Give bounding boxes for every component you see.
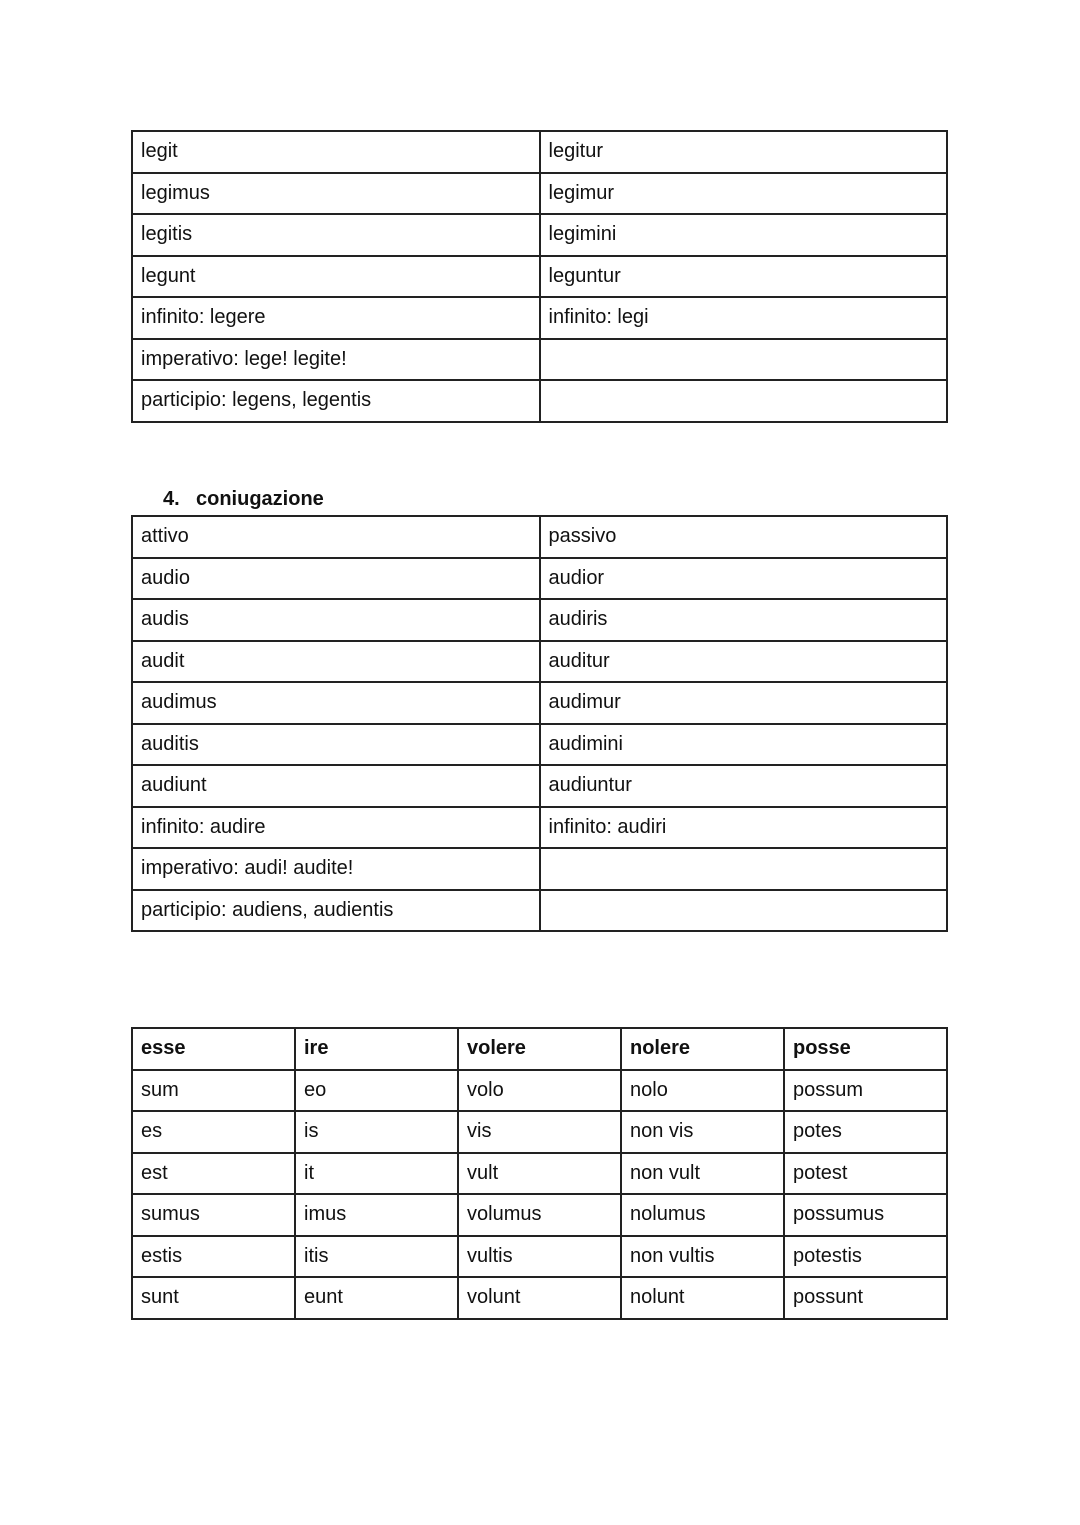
table-row xyxy=(132,380,947,422)
passive-form-cell: audimur xyxy=(540,682,948,724)
table-row xyxy=(132,256,947,298)
table-cell: nolunt xyxy=(621,1277,784,1319)
active-infinitive-cell: infinito: audire xyxy=(132,807,540,849)
header-esse: esse xyxy=(132,1028,295,1070)
passive-form-cell: legimini xyxy=(540,214,948,256)
table-row xyxy=(132,848,947,890)
table-row xyxy=(132,297,947,339)
table-row xyxy=(132,1111,947,1153)
table-cell: potes xyxy=(784,1111,947,1153)
table-row xyxy=(132,516,947,558)
table-row xyxy=(132,724,947,766)
header-volere: volere xyxy=(458,1028,621,1070)
active-form-cell: audimus xyxy=(132,682,540,724)
active-form-cell: legit xyxy=(132,131,540,173)
fourth-conjugation-table xyxy=(131,515,948,932)
active-form-cell: audit xyxy=(132,641,540,683)
passive-header-cell: passivo xyxy=(540,516,948,558)
table-cell: itis xyxy=(295,1236,458,1278)
active-form-cell: auditis xyxy=(132,724,540,766)
table-cell: sumus xyxy=(132,1194,295,1236)
active-form-cell: audiunt xyxy=(132,765,540,807)
header-nolere: nolere xyxy=(621,1028,784,1070)
participle-cell: participio: audiens, audientis xyxy=(132,890,540,932)
participle-cell: participio: legens, legentis xyxy=(132,380,540,422)
table-cell: est xyxy=(132,1153,295,1195)
table-cell: eo xyxy=(295,1070,458,1112)
table-cell: non vultis xyxy=(621,1236,784,1278)
irregular-verbs-table xyxy=(131,1027,948,1320)
table-row xyxy=(132,1153,947,1195)
table-row xyxy=(132,1194,947,1236)
table-cell: vultis xyxy=(458,1236,621,1278)
table-row xyxy=(132,599,947,641)
table-cell: volumus xyxy=(458,1194,621,1236)
passive-form-cell: legimur xyxy=(540,173,948,215)
table-cell: possunt xyxy=(784,1277,947,1319)
header-ire: ire xyxy=(295,1028,458,1070)
table-cell: possum xyxy=(784,1070,947,1112)
active-infinitive-cell: infinito: legere xyxy=(132,297,540,339)
table-cell: nolo xyxy=(621,1070,784,1112)
table-cell: vult xyxy=(458,1153,621,1195)
passive-form-cell: leguntur xyxy=(540,256,948,298)
table-cell: potest xyxy=(784,1153,947,1195)
active-form-cell: legunt xyxy=(132,256,540,298)
passive-form-cell: audiuntur xyxy=(540,765,948,807)
table-row xyxy=(132,641,947,683)
table-row xyxy=(132,890,947,932)
table-row xyxy=(132,131,947,173)
table-cell: volo xyxy=(458,1070,621,1112)
table-row xyxy=(132,807,947,849)
table-row xyxy=(132,765,947,807)
section-number: 4. xyxy=(163,488,180,510)
active-form-cell: legimus xyxy=(132,173,540,215)
passive-form-cell: legitur xyxy=(540,131,948,173)
table-cell: non vult xyxy=(621,1153,784,1195)
passive-form-cell: audimini xyxy=(540,724,948,766)
passive-form-cell: auditur xyxy=(540,641,948,683)
table-cell: vis xyxy=(458,1111,621,1153)
table-cell: sum xyxy=(132,1070,295,1112)
table-row xyxy=(132,1277,947,1319)
table-row xyxy=(132,682,947,724)
imperative-cell: imperativo: lege! legite! xyxy=(132,339,540,381)
passive-form-cell: audior xyxy=(540,558,948,600)
table-row xyxy=(132,214,947,256)
table-header-row xyxy=(132,1028,947,1070)
table-cell: non vis xyxy=(621,1111,784,1153)
table-row xyxy=(132,173,947,215)
empty-cell xyxy=(540,339,948,381)
empty-cell xyxy=(540,380,948,422)
table-row xyxy=(132,1236,947,1278)
table-cell: imus xyxy=(295,1194,458,1236)
section-heading xyxy=(163,488,324,511)
active-form-cell: audio xyxy=(132,558,540,600)
active-form-cell: audis xyxy=(132,599,540,641)
table-cell: nolumus xyxy=(621,1194,784,1236)
table-cell: is xyxy=(295,1111,458,1153)
table-cell: it xyxy=(295,1153,458,1195)
active-header-cell: attivo xyxy=(132,516,540,558)
table-cell: es xyxy=(132,1111,295,1153)
table-cell: eunt xyxy=(295,1277,458,1319)
passive-form-cell: audiris xyxy=(540,599,948,641)
table-row xyxy=(132,1070,947,1112)
third-conjugation-table xyxy=(131,130,948,423)
imperative-cell: imperativo: audi! audite! xyxy=(132,848,540,890)
table-cell: volunt xyxy=(458,1277,621,1319)
table-cell: estis xyxy=(132,1236,295,1278)
section-title: coniugazione xyxy=(196,488,324,510)
table-cell: sunt xyxy=(132,1277,295,1319)
empty-cell xyxy=(540,848,948,890)
passive-infinitive-cell: infinito: legi xyxy=(540,297,948,339)
active-form-cell: legitis xyxy=(132,214,540,256)
empty-cell xyxy=(540,890,948,932)
table-cell: potestis xyxy=(784,1236,947,1278)
header-posse: posse xyxy=(784,1028,947,1070)
table-row xyxy=(132,558,947,600)
table-cell: possumus xyxy=(784,1194,947,1236)
table-row xyxy=(132,339,947,381)
passive-infinitive-cell: infinito: audiri xyxy=(540,807,948,849)
